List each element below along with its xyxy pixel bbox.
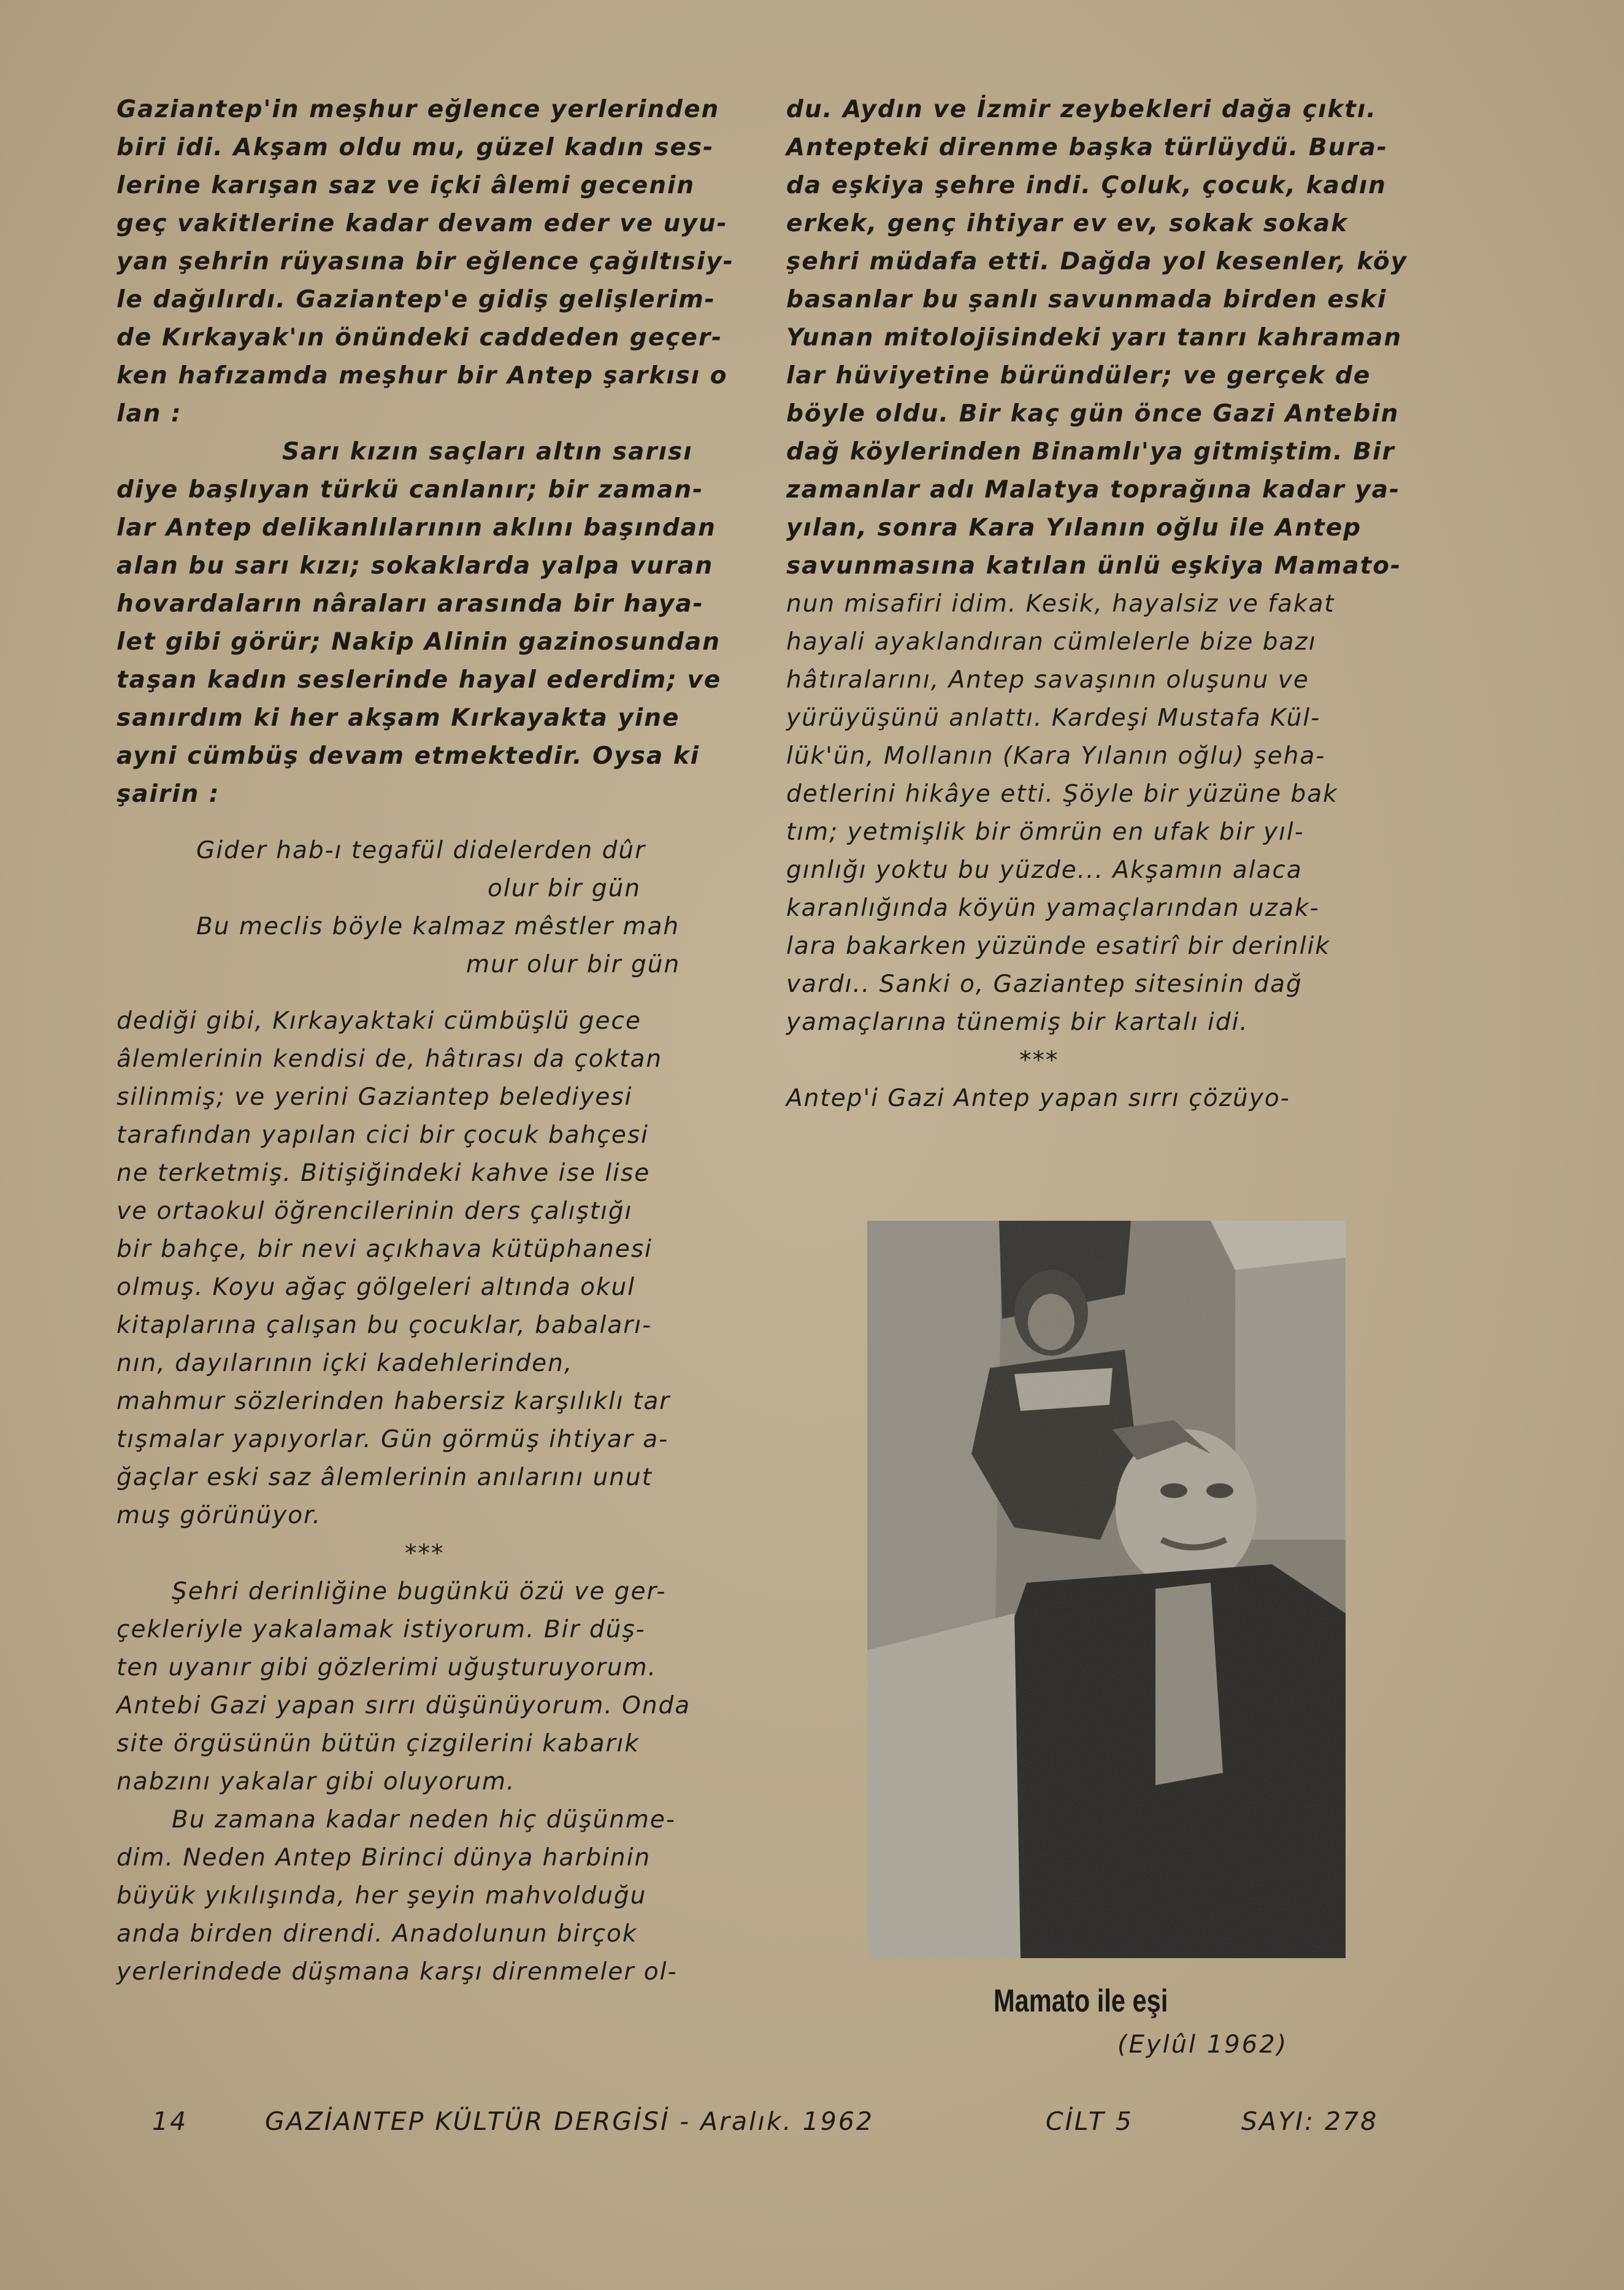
journal-title: GAZİANTEP KÜLTÜR DERGİSİ - Aralık. 1962 [265, 2107, 874, 2136]
section-separator: *** [1019, 1047, 1059, 1074]
text-line: tışmalar yapıyorlar. Gün görmüş ihtiyar a- [117, 1426, 669, 1453]
text-line: ayni cümbüş devam etmektedir. Oysa ki [117, 742, 700, 770]
text-line: Yunan mitolojisindeki yarı tanrı kahraman [786, 324, 1403, 352]
text-line: çekleriyle yakalamak istiyorum. Bir düş- [117, 1616, 646, 1643]
text-line: büyük yıkılışında, her şeyin mahvolduğu [117, 1882, 647, 1910]
text-line: Antebi Gazi yapan sırrı düşünüyorum. Onda [117, 1692, 691, 1719]
text-line: mahmur sözlerinden habersiz karşılıklı tar [117, 1388, 671, 1415]
text-line: da eşkiya şehre indi. Çoluk, çocuk, kadın [786, 172, 1387, 199]
text-line: olmuş. Koyu ağaç gölgeleri altında okul [117, 1274, 636, 1301]
text-line: hovardaların nâraları arasında bir haya- [117, 590, 704, 618]
right-column [786, 91, 1436, 1118]
issue-label: SAYI: 278 [1241, 2107, 1379, 2136]
text-line: Antep'i Gazi Antep yapan sırrı çözüyo- [786, 1085, 1290, 1112]
text-line: silinmiş; ve yerini Gaziantep belediyesi [117, 1083, 633, 1111]
text-line: ne terketmiş. Bitişiğindeki kahve ise lise [117, 1159, 651, 1187]
text-line: taşan kadın seslerinde hayal ederdim; ve [117, 666, 722, 694]
text-line: dim. Neden Antep Birinci dünya harbinin [117, 1844, 651, 1872]
text-line: vardı.. Sanki o, Gaziantep sitesinin dağ [786, 970, 1303, 998]
text-line: dediği gibi, Kırkayaktaki cümbüşlü gece [117, 1007, 642, 1035]
song-line: Sarı kızın saçları altın sarısı [282, 438, 693, 466]
photo-graphic [867, 1221, 1346, 1958]
text-line: şehri müdafa etti. Dağda yol kesenler, köy [786, 248, 1408, 275]
text-line: ğaçlar eski saz âlemlerinin anılarını unut [117, 1464, 653, 1491]
text-line: anda birden direndi. Anadolunun birçok [117, 1920, 638, 1948]
text-line: tım; yetmişlik bir ömrün en ufak bir yıl- [786, 818, 1304, 846]
text-line: savunmasına katılan ünlü eşkiya Mamato- [786, 552, 1402, 580]
poem-line: Bu meclis böyle kalmaz mêstler mah [196, 913, 680, 940]
text-line: nın, dayılarının içki kadehlerinden, [117, 1350, 573, 1377]
text-line: lük'ün, Mollanın (Kara Yılanın oğlu) şeha- [786, 742, 1326, 770]
text-line: kitaplarına çalışan bu çocuklar, babaları- [117, 1312, 653, 1339]
text-line: yerlerindede düşmana karşı direnmeler ol- [117, 1958, 678, 1986]
text-line: yamaçlarına tünemiş bir kartalı idi. [786, 1009, 1249, 1036]
poem-line: mur olur bir gün [466, 951, 681, 978]
text-line: lerine karışan saz ve içki âlemi gecenin [117, 172, 695, 199]
text-line: muş görünüyor. [117, 1502, 322, 1529]
text-line: dağ köylerinden Binamlı'ya gitmiştim. Bir [786, 438, 1395, 466]
text-line: de Kırkayak'ın önündeki caddeden geçer- [117, 324, 723, 352]
volume-label: CİLT 5 [1046, 2107, 1133, 2136]
text-line: yürüyüşünü anlattı. Kardeşi Mustafa Kül- [786, 704, 1321, 732]
poem-line: Gider hab-ı tegafül didelerden dûr [196, 837, 646, 864]
text-line: Bu zamana kadar neden hiç düşünme- [172, 1806, 676, 1834]
text-line: Şehri derinliğine bugünkü özü ve ger- [172, 1578, 667, 1605]
text-line: lar Antep delikanlılarının aklını başından [117, 514, 716, 542]
text-line: du. Aydın ve İzmir zeybekleri dağa çıktı. [786, 96, 1377, 123]
text-line: erkek, genç ihtiyar ev ev, sokak sokak [786, 210, 1349, 237]
text-line: lara bakarken yüzünde esatirî bir derinlik [786, 932, 1331, 960]
text-line: tarafından yapılan cici bir çocuk bahçesi [117, 1121, 649, 1149]
text-line: lan : [117, 400, 182, 428]
text-line: bir bahçe, bir nevi açıkhava kütüphanesi [117, 1235, 653, 1263]
text-line: yılan, sonra Kara Yılanın oğlu ile Antep [786, 514, 1362, 542]
text-line: şairin : [117, 780, 220, 808]
text-line: nabzını yakalar gibi oluyorum. [117, 1768, 516, 1796]
text-line: nun misafiri idim. Kesik, hayalsiz ve fakat [786, 590, 1335, 618]
text-line: lar hüviyetine büründüler; ve gerçek de [786, 362, 1371, 390]
photo-mamato-and-wife [867, 1221, 1346, 1958]
text-line: zamanlar adı Malatya toprağına kadar ya- [786, 476, 1401, 504]
page-number: 14 [152, 2107, 188, 2136]
text-line: Gaziantep'in meşhur eğlence yerlerinden [117, 96, 720, 123]
text-line: gınlığı yoktu bu yüzde... Akşamın alaca [786, 856, 1303, 884]
section-separator: *** [405, 1540, 445, 1567]
text-line: hâtıralarını, Antep savaşının oluşunu ve [786, 666, 1309, 694]
left-column [117, 91, 754, 1991]
text-line: sanırdım ki her akşam Kırkayakta yine [117, 704, 680, 732]
text-line: Antepteki direnme başka türlüydü. Bura- [786, 134, 1388, 161]
photo-caption: Mamato ile eşi [994, 1983, 1168, 2019]
text-line: böyle oldu. Bir kaç gün önce Gazi Antebin [786, 400, 1400, 428]
text-line: le dağılırdı. Gaziantep'e gidiş gelişlerim- [117, 286, 716, 313]
photo-date: (Eylûl 1962) [1117, 2031, 1289, 2059]
poem-line: olur bir gün [488, 875, 642, 902]
text-line: geç vakitlerine kadar devam eder ve uyu- [117, 210, 728, 237]
text-line: site örgüsünün bütün çizgilerini kabarık [117, 1730, 640, 1758]
text-line: let gibi görür; Nakip Alinin gazinosundan [117, 628, 721, 656]
text-line: karanlığında köyün yamaçlarından uzak- [786, 894, 1320, 922]
text-line: yan şehrin rüyasına bir eğlence çağıltısiy- [117, 248, 734, 275]
text-line: ve ortaokul öğrencilerinin ders çalıştığı [117, 1197, 633, 1225]
text-line: hayali ayaklandıran cümlelerle bize bazı [786, 628, 1317, 656]
text-line: alan bu sarı kızı; sokaklarda yalpa vuran [117, 552, 714, 580]
text-line: basanlar bu şanlı savunmada birden eski [786, 286, 1387, 313]
text-line: biri idi. Akşam oldu mu, güzel kadın ses- [117, 134, 714, 161]
text-line: ken hafızamda meşhur bir Antep şarkısı o [117, 362, 728, 390]
text-line: âlemlerinin kendisi de, hâtırası da çoktan [117, 1045, 663, 1073]
text-line: diye başlıyan türkü canlanır; bir zaman- [117, 476, 704, 504]
text-line: ten uyanır gibi gözlerimi uğuşturuyorum. [117, 1654, 657, 1681]
text-line: detlerini hikâye etti. Şöyle bir yüzüne bak [786, 780, 1338, 808]
